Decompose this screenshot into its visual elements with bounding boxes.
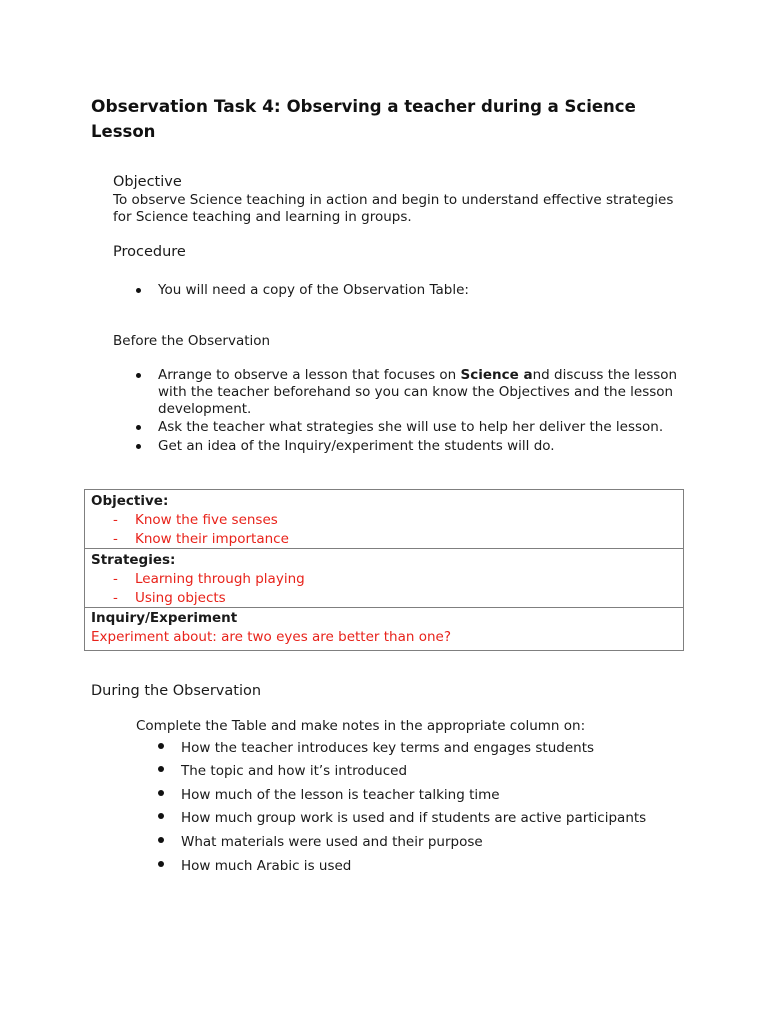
objective-text-line1: To observe Science teaching in action and begin to understand effective strategies	[113, 192, 674, 208]
bullet-icon	[158, 813, 164, 819]
before-bullet-1-line3: development.	[158, 401, 252, 417]
bullet-icon	[158, 790, 164, 796]
bullet-icon	[158, 837, 164, 843]
table-strategies-item-text: Learning through playing	[135, 571, 305, 587]
objective-heading: Objective	[113, 174, 182, 190]
table-strategies-item	[113, 571, 305, 587]
page-title-line2: Lesson	[91, 122, 156, 141]
table-objective-item	[113, 531, 289, 547]
procedure-heading: Procedure	[113, 244, 186, 260]
table-strategies-item-text: Using objects	[135, 590, 226, 606]
table-row-inquiry	[85, 608, 683, 650]
dash-icon: -	[113, 590, 118, 606]
during-item: How much of the lesson is teacher talking time	[181, 787, 500, 803]
before-bullet-1-text: Arrange to observe a lesson that focuses on	[158, 367, 461, 383]
table-inquiry-text: Experiment about: are two eyes are better than one?	[91, 629, 452, 645]
bullet-icon	[158, 743, 164, 749]
bullet-icon	[136, 288, 141, 293]
during-item: What materials were used and their purpose	[181, 834, 483, 850]
table-row-strategies	[85, 549, 683, 608]
before-bullet-3: Get an idea of the Inquiry/experiment the students will do.	[158, 438, 555, 454]
table-strategies-item	[113, 590, 226, 606]
bullet-icon	[158, 861, 164, 867]
before-heading: Before the Observation	[113, 333, 271, 349]
page-title	[91, 95, 636, 119]
bullet-icon	[136, 373, 141, 378]
table-objective-item-text: Know the five senses	[135, 512, 278, 528]
dash-icon: -	[113, 531, 118, 547]
procedure-bullet: You will need a copy of the Observation Table:	[158, 282, 469, 298]
table-objective-label: Objective:	[91, 493, 169, 509]
table-strategies-label: Strategies:	[91, 552, 176, 568]
before-bullet-1-text-end: nd discuss the lesson	[532, 367, 678, 383]
dash-icon: -	[113, 512, 118, 528]
during-item: How much Arabic is used	[181, 858, 352, 874]
during-heading: During the Observation	[91, 683, 262, 699]
title-prefix: Observation Task 4:	[91, 97, 287, 117]
during-item: How the teacher introduces key terms and engages students	[181, 740, 595, 756]
dash-icon: -	[113, 571, 118, 587]
table-objective-item-text: Know their importance	[135, 531, 289, 547]
table-row-objective	[85, 490, 683, 549]
observation-table	[84, 489, 684, 651]
before-bullet-1-line2: with the teacher beforehand so you can know the Objectives and the lesson	[158, 384, 674, 400]
bullet-icon	[158, 766, 164, 772]
before-bullet-1-bold: Science a	[460, 367, 533, 383]
title-line1: Observing a teacher during a Science	[286, 97, 636, 116]
bullet-icon	[136, 444, 141, 449]
objective-text-line2: for Science teaching and learning in groups.	[113, 209, 412, 225]
table-objective-item	[113, 512, 278, 528]
during-intro: Complete the Table and make notes in the appropriate column on:	[136, 718, 586, 734]
during-item: The topic and how it’s introduced	[181, 763, 408, 779]
before-bullet-1-line1	[158, 367, 677, 384]
bullet-icon	[136, 425, 141, 430]
before-bullet-2: Ask the teacher what strategies she will use to help her deliver the lesson.	[158, 419, 664, 435]
during-item: How much group work is used and if students are active participants	[181, 810, 647, 826]
table-inquiry-label: Inquiry/Experiment	[91, 610, 238, 626]
